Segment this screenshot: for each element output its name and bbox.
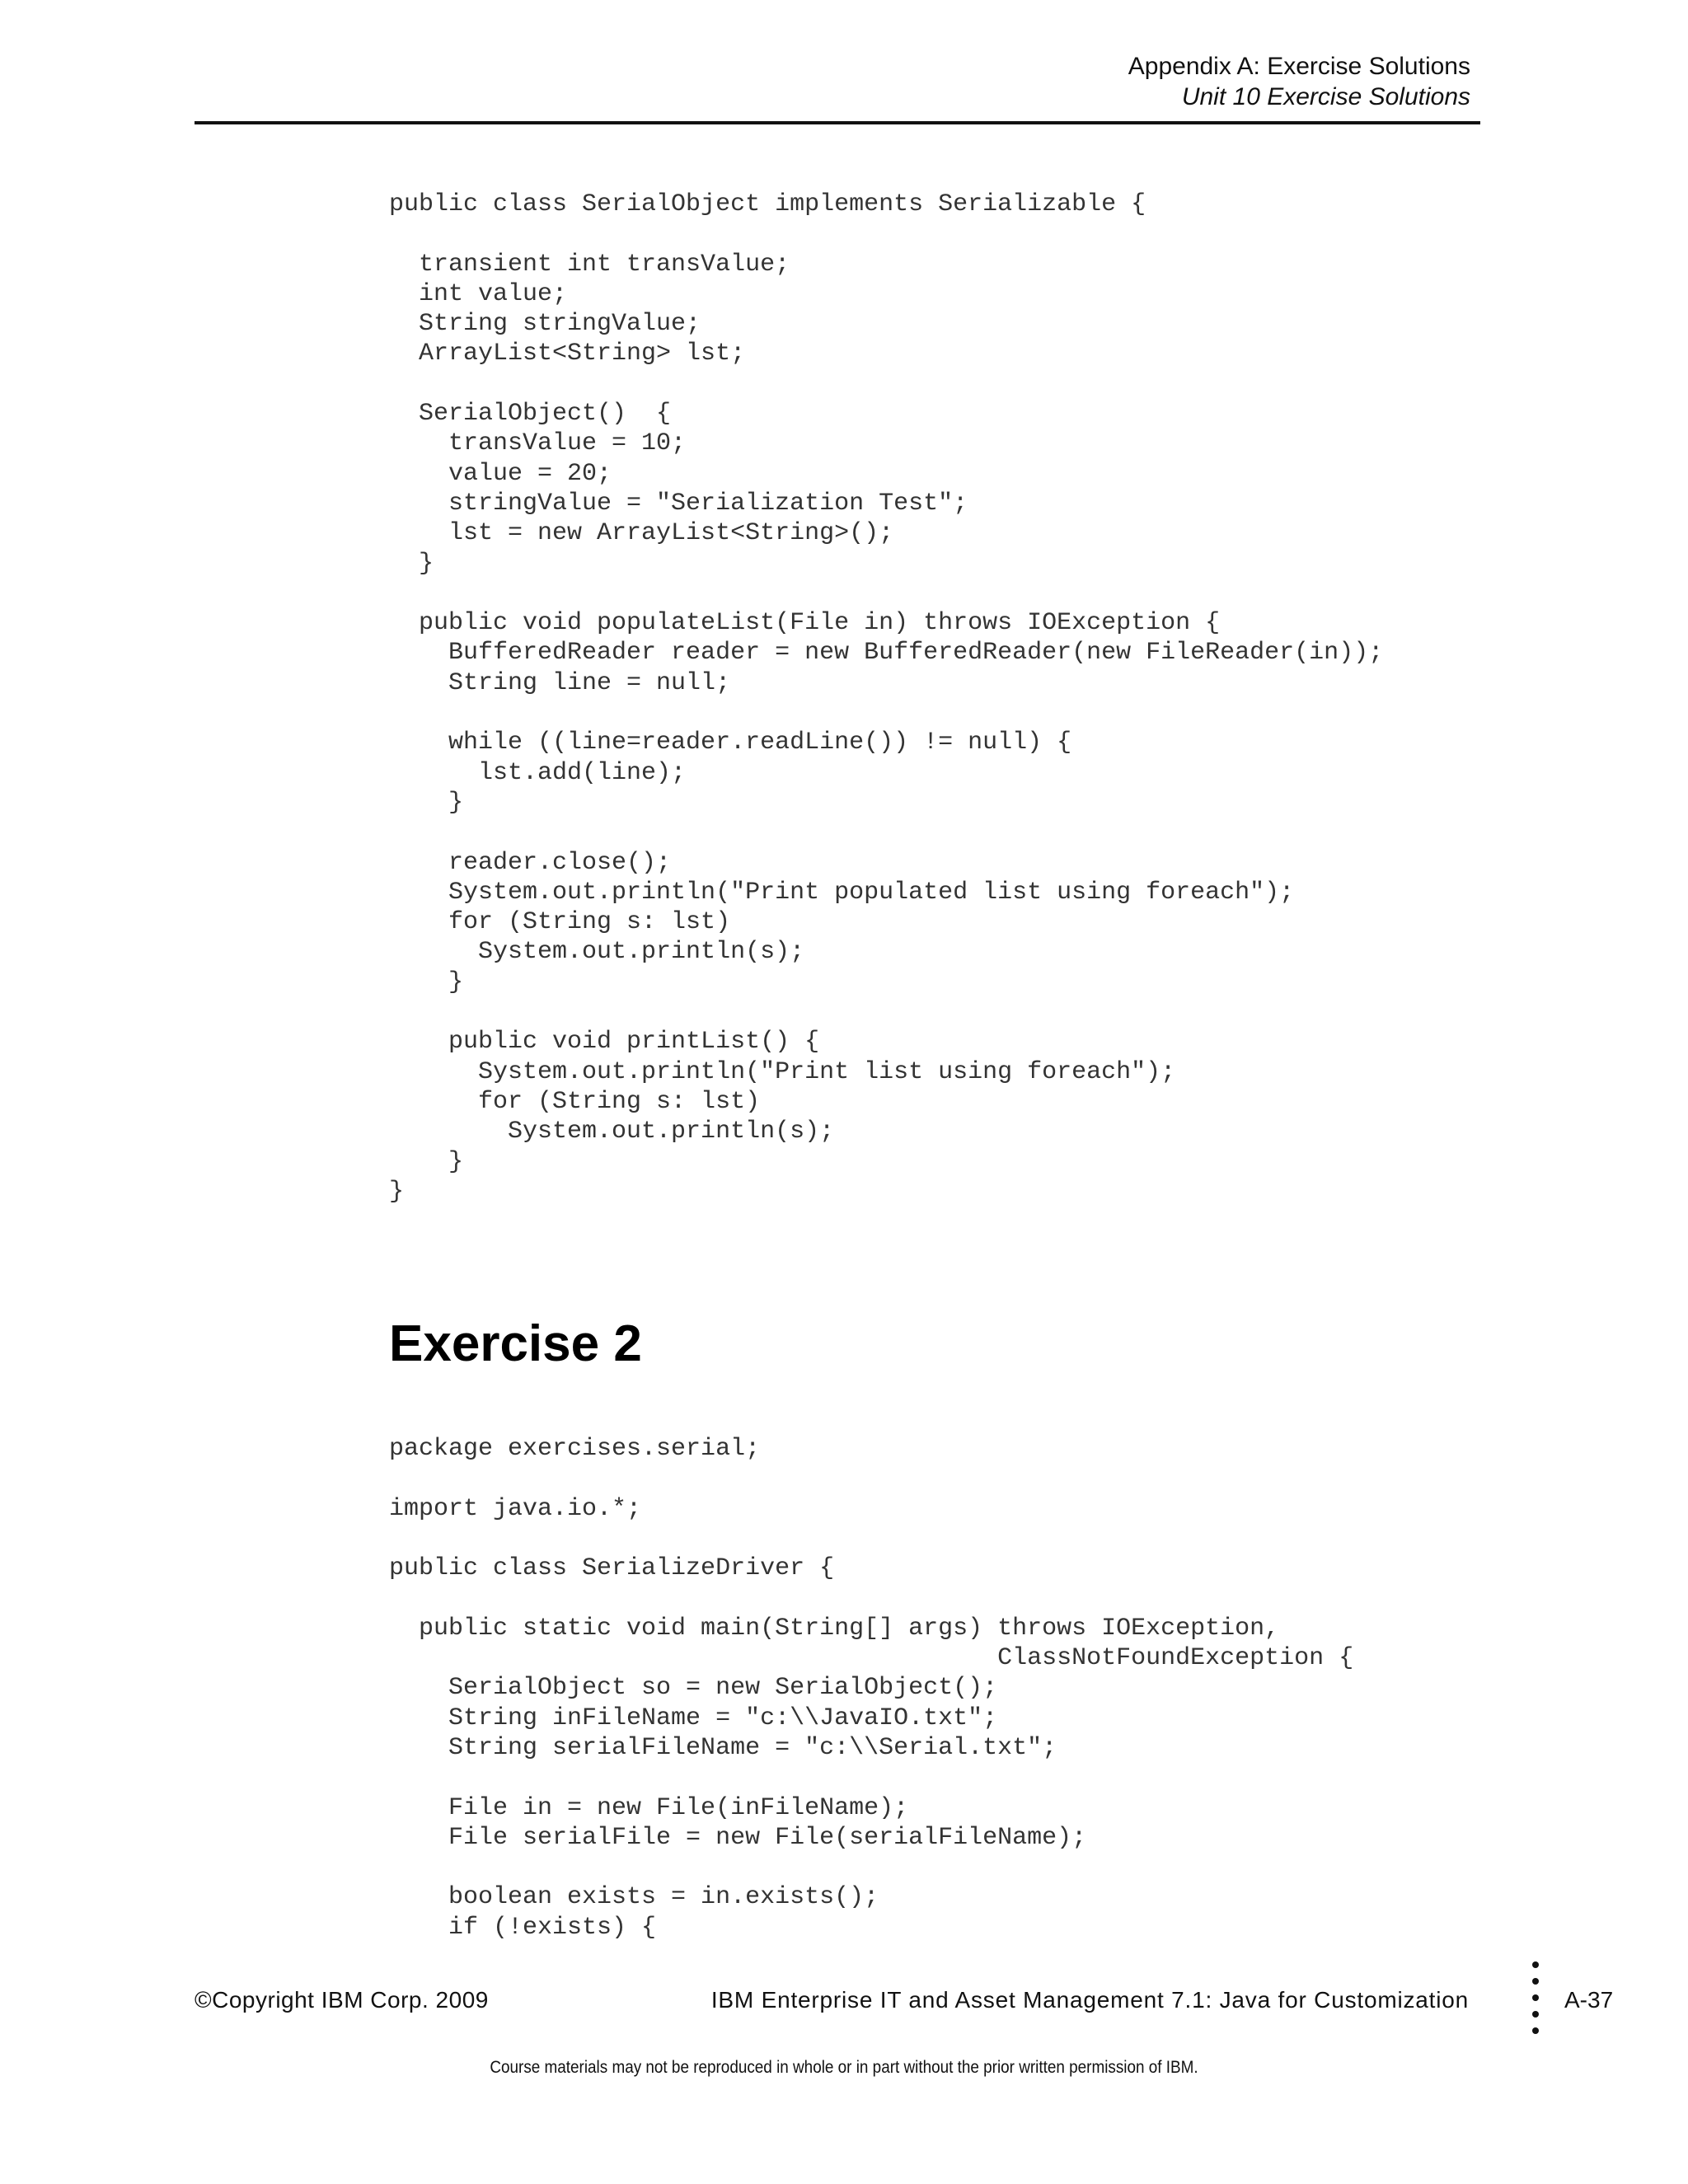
footer-dot — [1532, 1978, 1539, 1985]
header-title: Appendix A: Exercise Solutions — [1128, 53, 1470, 80]
code-block-serializedriver: package exercises.serial; import java.io.*; public class SerializeDriver { public static void main(String[] args) throws IOException, ClassNotFoundException { SerialObject so = new SerialObject(); String inFileName = "c:\\JavaIO.txt"; String serialFileName = "c:\\Serial.txt"; File in = new File(inFileName); File serialFile = new File(serialFileName); boolean exists = in.exists(); if (!exists) { — [389, 1435, 1354, 1942]
footer-notice: Course materials may not be reproduced in whole or in part without the prior written permission of IBM. — [490, 2058, 1198, 2077]
footer-dot — [1532, 1961, 1539, 1968]
footer-copyright: ©Copyright IBM Corp. 2009 — [195, 1987, 489, 2013]
footer-dot — [1532, 2027, 1539, 2034]
footer-course-title: IBM Enterprise IT and Asset Management 7.1: Java for Customization — [710, 1987, 1469, 2013]
footer-dot — [1532, 2011, 1539, 2018]
header-rule — [195, 121, 1480, 124]
footer-page-number: A-37 — [1564, 1987, 1614, 2013]
section-title-exercise-2: Exercise 2 — [389, 1315, 642, 1372]
header-subtitle: Unit 10 Exercise Solutions — [1181, 83, 1470, 110]
footer-dot — [1532, 1994, 1539, 2001]
footer-dots-divider — [1530, 1961, 1541, 2036]
running-header — [1128, 51, 1470, 112]
code-block-serialobject: public class SerialObject implements Serializable { transient int transValue; int value; String stringValue; ArrayList<String> lst; SerialObject() { transValue = 10; value = 20; stringValue = "Serialization Test"; lst = new ArrayList<String>(); } public void populateList(File in) throws IOException { BufferedReader reader = new BufferedReader(new FileReader(in)); String line = null; while ((line=reader.readLine()) != null) { lst.add(line); } reader.close(); System.out.println("Print populated list using foreach"); for (String s: lst) System.out.println(s); } public void printList() { System.out.println("Print list using foreach"); for (String s: lst) System.out.println(s); } } — [389, 190, 1384, 1206]
